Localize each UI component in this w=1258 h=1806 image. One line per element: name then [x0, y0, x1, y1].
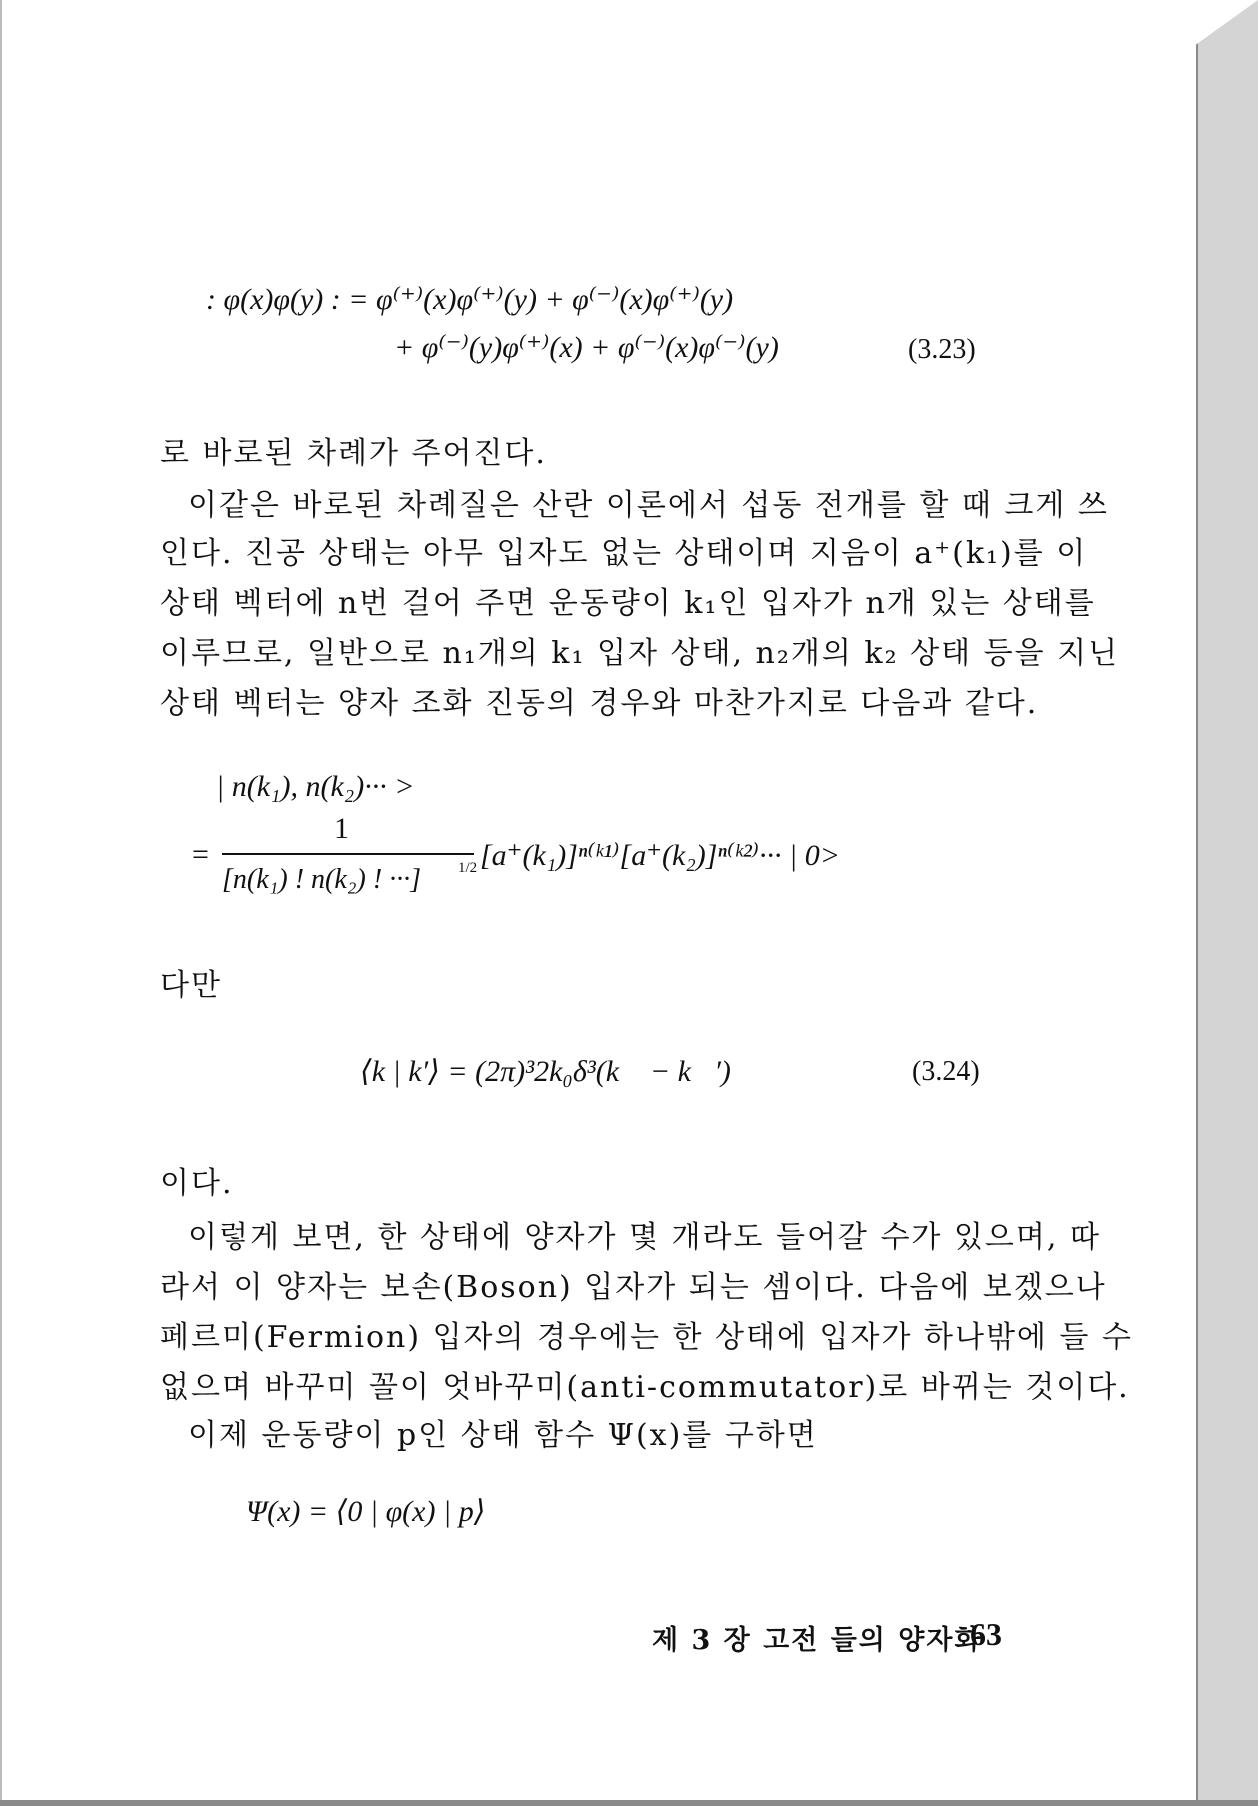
paragraph-line: 인다. 진공 상태는 아무 입자도 없는 상태이며 지음이 a⁺(k₁)를 이	[160, 536, 1088, 571]
paragraph-line: 없으며 바꾸미 꼴이 엇바꾸미(anti-commutator)로 바뀌는 것이다.	[160, 1370, 1130, 1405]
denominator-exponent: 1/2	[458, 860, 478, 876]
equation-3-23-line1: : φ(x)φ(y) : = φ⁽⁺⁾(x)φ⁽⁺⁾(y) + φ⁽⁻⁾(x)φ⁽⁺⁾(y)	[206, 283, 734, 316]
equation-3-23-line2: + φ⁽⁻⁾(y)φ⁽⁺⁾(x) + φ⁽⁻⁾(x)φ⁽⁻⁾(y)	[394, 331, 779, 364]
page-bottom-edge	[0, 1800, 1258, 1806]
paragraph-line: 페르미(Fermion) 입자의 경우에는 한 상태에 입자가 하나밖에 들 수	[160, 1320, 1133, 1355]
equals-sign: =	[192, 838, 209, 871]
paragraph-line: 이제 운동량이 p인 상태 함수 Ψ(x)를 구하면	[188, 1418, 818, 1453]
paragraph-line: 상태 벡터에 n번 걸어 주면 운동량이 k₁인 입자가 n개 있는 상태를	[160, 586, 1096, 621]
page-left-edge	[0, 0, 2, 1806]
state-vector-lhs: | n(k₁), n(k₂)··· >	[216, 770, 415, 803]
paragraph-line: 로 바로된 차례가 주어진다.	[160, 436, 547, 471]
equation-number-3-23: (3.23)	[908, 334, 976, 365]
paragraph-line: 다만	[160, 968, 222, 1003]
equation-3-24: ⟨k | k′⟩ = (2π)³2k₀δ³(k⃗ − k⃗′)	[360, 1055, 731, 1088]
state-vector-operators: [a⁺(k₁)]ⁿ⁽ᵏ¹⁾[a⁺(k₂)]ⁿ⁽ᵏ²⁾··· | 0>	[480, 839, 841, 872]
fraction-denominator: [n(k₁) ! n(k₂) ! ···]	[222, 864, 422, 895]
paragraph-line: 이다.	[160, 1166, 234, 1201]
paragraph-line: 이같은 바로된 차례질은 산란 이론에서 섭동 전개를 할 때 크게 쓰	[188, 488, 1109, 523]
chapter-title-footer: 제 3 장 고전 들의 양자화	[652, 1625, 983, 1656]
equation-number-3-24: (3.24)	[912, 1056, 980, 1087]
page-side-edge	[1196, 0, 1258, 1806]
equation-psi: Ψ(x) = ⟨0 | φ(x) | p⟩	[246, 1495, 486, 1528]
fraction-numerator: 1	[334, 812, 349, 845]
paragraph-line: 이렇게 보면, 한 상태에 양자가 몇 개라도 들어갈 수가 있으며, 따	[188, 1220, 1101, 1255]
fraction-bar	[222, 853, 474, 855]
paragraph-line: 이루므로, 일반으로 n₁개의 k₁ 입자 상태, n₂개의 k₂ 상태 등을 지닌	[160, 636, 1120, 671]
paragraph-line: 상태 벡터는 양자 조화 진동의 경우와 마찬가지로 다음과 같다.	[160, 686, 1039, 721]
paragraph-line: 라서 이 양자는 보손(Boson) 입자가 되는 셈이다. 다음에 보겠으나	[160, 1270, 1107, 1305]
page-fold-corner	[1194, 0, 1258, 46]
page-number: 63	[970, 1616, 1002, 1652]
